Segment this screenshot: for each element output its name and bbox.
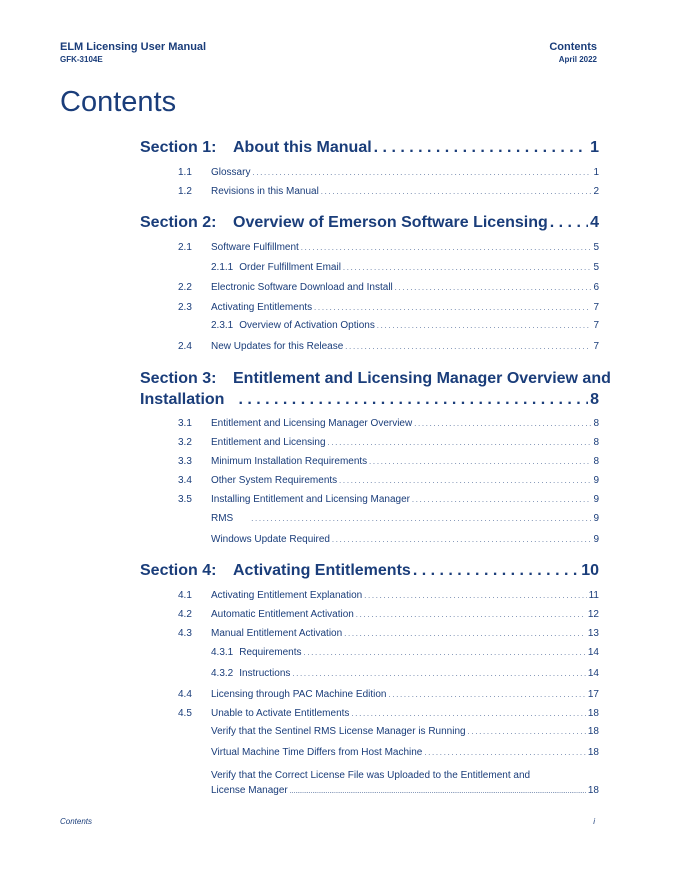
section-page: 8: [590, 391, 599, 408]
dot-leader: [321, 186, 592, 197]
dot-leader: [304, 647, 586, 658]
doc-number: GFK-3104E: [60, 55, 103, 64]
entry-number: 3.5: [178, 494, 192, 505]
dot-leader: [332, 534, 591, 545]
section-title-continued: Installation: [140, 391, 225, 408]
dot-leader: [339, 475, 591, 486]
toc-entry-3-5[interactable]: [178, 494, 599, 505]
entry-text: Activating Entitlements: [211, 302, 313, 313]
entry-number: 4.3.1: [211, 647, 234, 658]
section-title: Entitlement and Licensing Manager Overview and: [233, 370, 611, 387]
entry-page: 5: [593, 242, 599, 253]
toc-entry-windows-update[interactable]: [211, 534, 599, 545]
entry-text: Virtual Machine Time Differs from Host Machine: [211, 747, 423, 758]
entry-text: Order Fulfillment Email: [239, 262, 341, 273]
section-page: 1: [590, 139, 599, 156]
entry-page: 14: [587, 668, 599, 679]
dot-leader: [251, 513, 591, 524]
dot-leader: [414, 418, 591, 429]
footer-page-number: i: [593, 817, 595, 826]
toc-entry-2-2[interactable]: [178, 282, 599, 293]
manual-title: ELM Licensing User Manual: [60, 41, 207, 53]
entry-page: 9: [593, 475, 599, 486]
entry-number: 4.3.2: [211, 668, 234, 679]
entry-text: Other System Requirements: [211, 475, 338, 486]
section-title: About this Manual: [233, 139, 372, 156]
section-title-line-1: [140, 370, 611, 388]
entry-text: Windows Update Required: [211, 534, 330, 545]
entry-page: 18: [587, 726, 599, 737]
entry-page: 8: [593, 418, 599, 429]
toc-entry-3-3[interactable]: [178, 456, 599, 467]
toc-entry-4-4[interactable]: [178, 689, 599, 700]
entry-number: 3.3: [178, 456, 192, 467]
entry-number: 2.1: [178, 242, 192, 253]
entry-text: Licensing through PAC Machine Edition: [211, 689, 387, 700]
toc-section-3[interactable]: [140, 370, 611, 409]
dot-leader: [369, 456, 591, 467]
entry-text-continued: License Manager: [211, 785, 288, 796]
entry-page: 14: [587, 647, 599, 658]
section-title: Overview of Emerson Software Licensing: [233, 214, 548, 231]
header-date: April 2022: [558, 55, 597, 64]
toc-entry-4-1[interactable]: [178, 590, 599, 601]
entry-text: Entitlement and Licensing Manager Overview: [211, 418, 413, 429]
entry-text: Verify that the Sentinel RMS License Manager is Running: [211, 726, 466, 737]
header-left: [60, 40, 206, 66]
dot-leader: [292, 668, 585, 679]
toc-entry-2-3[interactable]: [178, 302, 599, 313]
entry-number: 4.4: [178, 689, 192, 700]
entry-page: 12: [587, 609, 599, 620]
section-number: Section 1:: [140, 139, 217, 156]
entry-text: Unable to Activate Entitlements: [211, 708, 350, 719]
toc-entry-4-3-1[interactable]: [211, 647, 599, 658]
entry-page: 7: [593, 341, 599, 352]
entry-page: 11: [588, 590, 599, 601]
page-title: Contents: [60, 86, 177, 118]
entry-number: 1.2: [178, 186, 192, 197]
toc-entry-2-1-1[interactable]: [211, 262, 599, 273]
entry-text: Electronic Software Download and Install: [211, 282, 393, 293]
dot-leader: [364, 590, 586, 601]
entry-text: Manual Entitlement Activation: [211, 628, 343, 639]
entry-text: Automatic Entitlement Activation: [211, 609, 354, 620]
entry-text: Overview of Activation Options: [239, 320, 375, 331]
entry-number: 4.5: [178, 708, 192, 719]
entry-page: 6: [593, 282, 599, 293]
dot-leader: [468, 726, 586, 737]
dot-leader: [343, 262, 591, 273]
entry-text: Minimum Installation Requirements: [211, 456, 368, 467]
entry-number: 2.4: [178, 341, 192, 352]
toc-entry-verify-sentinel[interactable]: [211, 726, 599, 737]
header-section-name: Contents: [549, 41, 597, 53]
toc-entry-1-1[interactable]: [178, 167, 599, 178]
toc-entry-3-4[interactable]: [178, 475, 599, 486]
entry-page: 5: [593, 262, 599, 273]
dot-leader: [344, 628, 586, 639]
entry-number: 4.2: [178, 609, 192, 620]
entry-text: Instructions: [239, 668, 291, 679]
dot-leader: [328, 437, 592, 448]
entry-text: Glossary: [211, 167, 251, 178]
section-number: Section 4:: [140, 562, 217, 579]
toc-entry-4-3[interactable]: [178, 628, 599, 639]
entry-number: 3.1: [178, 418, 192, 429]
toc-entry-rms[interactable]: [211, 513, 599, 524]
footer-left: Contents: [60, 817, 93, 826]
entry-text: Revisions in this Manual: [211, 186, 319, 197]
dot-leader: [252, 167, 591, 178]
entry-page: 18: [587, 747, 599, 758]
toc-section-2[interactable]: [140, 214, 599, 232]
section-page: 10: [581, 562, 599, 579]
toc-entry-2-3-1[interactable]: [211, 320, 599, 331]
dot-leader: [314, 302, 591, 313]
dot-leader: [395, 282, 592, 293]
entry-number: 4.3: [178, 628, 192, 639]
entry-page: 1: [593, 167, 599, 178]
dot-leader: [238, 391, 588, 409]
toc-entry-vm-time[interactable]: [211, 747, 599, 758]
toc-entry-3-1[interactable]: [178, 418, 599, 429]
dot-leader: [413, 562, 579, 580]
toc-entry-verify-license-file[interactable]: [211, 768, 599, 799]
entry-number: 3.2: [178, 437, 192, 448]
toc-entry-4-3-2[interactable]: [211, 668, 599, 679]
entry-number: 2.2: [178, 282, 192, 293]
entry-page: 9: [593, 494, 599, 505]
entry-page: 9: [593, 513, 599, 524]
entry-page: 2: [593, 186, 599, 197]
toc-entry-4-5[interactable]: [178, 708, 599, 719]
entry-number: 2.3: [178, 302, 192, 313]
dot-leader: [301, 242, 592, 253]
entry-text: RMS: [211, 513, 234, 524]
dot-leader: [412, 494, 591, 505]
entry-number: 1.1: [178, 167, 192, 178]
entry-text: New Updates for this Release: [211, 341, 344, 352]
entry-page: 7: [593, 302, 599, 313]
entry-text: Software Fulfillment: [211, 242, 299, 253]
section-page: 4: [590, 214, 599, 231]
section-title-line-2: [140, 391, 599, 409]
section-title: Activating Entitlements: [233, 562, 411, 579]
entry-text: Verify that the Correct License File was Uploaded to the Entitlement and: [211, 770, 531, 781]
entry-page: 7: [593, 320, 599, 331]
entry-number: 4.1: [178, 590, 192, 601]
dot-leader: [388, 689, 585, 700]
dot-leader: [550, 214, 588, 232]
dot-leader: [424, 747, 586, 758]
section-number: Section 2:: [140, 214, 217, 231]
entry-page: 8: [593, 456, 599, 467]
entry-number: 2.1.1: [211, 262, 234, 273]
entry-text: Activating Entitlement Explanation: [211, 590, 363, 601]
entry-page: 13: [587, 628, 599, 639]
entry-text: Installing Entitlement and Licensing Manager: [211, 494, 411, 505]
section-number: Section 3:: [140, 370, 217, 387]
toc-entry-2-1[interactable]: [178, 242, 599, 253]
dot-leader: [356, 609, 586, 620]
entry-number: 3.4: [178, 475, 192, 486]
toc-entry-3-2[interactable]: [178, 437, 599, 448]
entry-page: 18: [587, 785, 599, 796]
header-right: [549, 40, 597, 66]
toc-entry-2-4[interactable]: [178, 341, 599, 352]
entry-text: Requirements: [239, 647, 302, 658]
toc-section-4[interactable]: [140, 562, 599, 580]
toc-entry-1-2[interactable]: [178, 186, 599, 197]
toc-section-1[interactable]: [140, 139, 599, 157]
dot-leader: [374, 139, 588, 157]
dot-leader: [345, 341, 591, 352]
entry-page: 17: [587, 689, 599, 700]
toc-entry-4-2[interactable]: [178, 609, 599, 620]
dot-leader: [377, 320, 592, 331]
entry-text-line-2: [211, 783, 599, 799]
entry-page: 9: [593, 534, 599, 545]
entry-page: 8: [593, 437, 599, 448]
entry-number: 2.3.1: [211, 320, 234, 331]
entry-page: 18: [587, 708, 599, 719]
entry-text: Entitlement and Licensing: [211, 437, 326, 448]
dot-leader: [351, 708, 585, 719]
dot-leader: [290, 784, 586, 799]
